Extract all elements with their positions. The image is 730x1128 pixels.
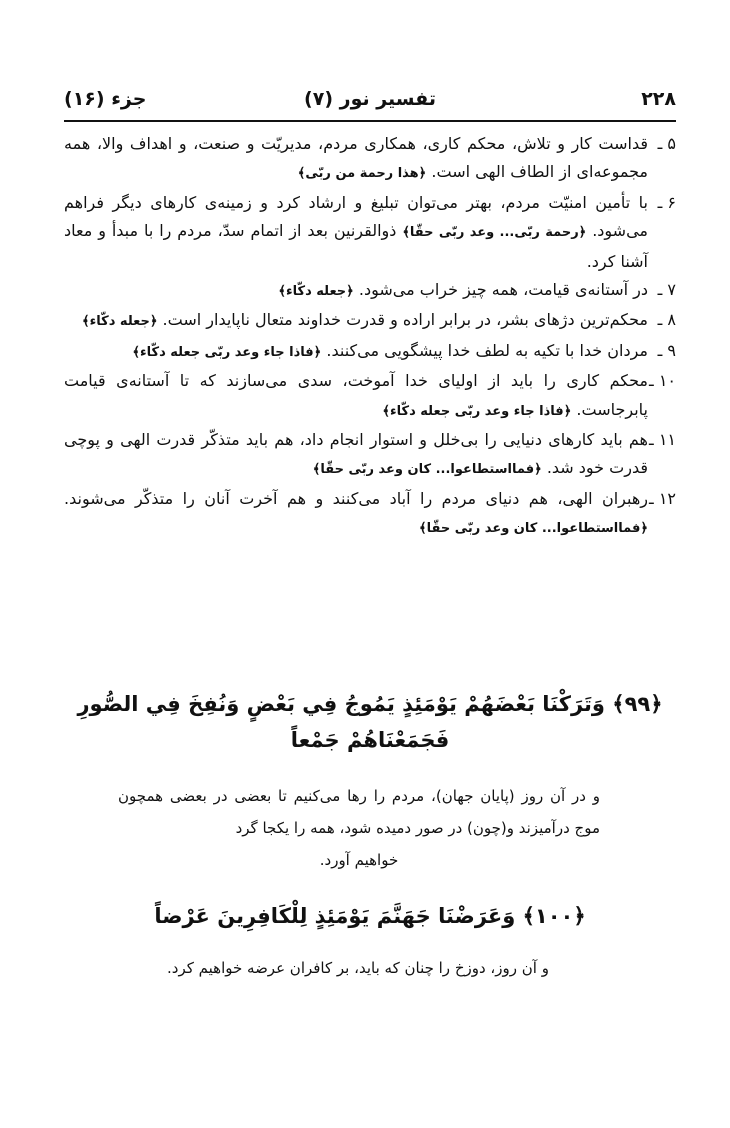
quran-quote: ﴿جعله دکّاء﴾: [82, 314, 158, 330]
page-number: ۲۲۸: [641, 88, 676, 110]
lesson-number: ۶ ـ: [657, 192, 676, 212]
lesson-item: [64, 337, 676, 367]
lesson-item: [64, 426, 676, 485]
lesson-item: [64, 367, 676, 426]
lesson-number: ۵ ـ: [657, 134, 676, 153]
quran-quote: ﴿فاذا جاء وعد ربّی جعله دکّاء﴾: [382, 403, 572, 419]
lesson-item: [64, 130, 676, 189]
juz-label: جزء (۱۶): [64, 88, 147, 110]
running-title: تفسیر نور (۷): [304, 88, 436, 110]
quran-quote: ﴿فمااستطاعوا... کان وعد ربّی حقّا﴾: [419, 521, 648, 537]
translation-text-end: خواهیم آورد.: [319, 851, 399, 869]
lesson-text: با تأمین امنیّت مردم، بهتر می‌توان تبلیغ و ارشاد کرد و زمینه‌ی کارهای دیگر فراهم می‌شود.: [64, 192, 648, 241]
quran-quote: ﴿فمااستطاعوا... کان وعد ربّی حقّا﴾: [312, 462, 542, 478]
lessons-list: [64, 130, 676, 544]
header-rule: [64, 120, 676, 122]
page-header: [64, 88, 676, 118]
lesson-text: مردان خدا با تکیه به لطف خدا پیشگویی می‌کنند.: [326, 340, 648, 360]
lesson-number: ۸ ـ: [657, 310, 676, 330]
lesson-item: [64, 189, 676, 276]
lesson-text-continued: ذوالقرنین بعد از اتمام سدّ، مردم را با مبدأ و معاد آشنا کرد.: [64, 221, 648, 271]
lesson-text: هم باید کارهای دنیایی را بی‌خلل و استوار انجام داد، هم باید متذکّر قدرت الهی و پوچی قدرت خود شد.: [64, 430, 648, 478]
verse-100-translation: و آن روز، دوزخ را چنان که باید، بر کافران عرضه خواهیم کرد.: [167, 959, 549, 977]
lesson-number: ۱۲ ـ: [649, 488, 676, 508]
lesson-number: ۷ ـ: [657, 280, 676, 300]
lesson-item: [64, 306, 676, 336]
lesson-number: ۱۱ ـ: [649, 430, 676, 450]
quran-quote: ﴿جعله دکّاء﴾: [278, 284, 354, 300]
quran-quote: ﴿رحمة ربّی... وعد ربّی حقّا﴾: [402, 225, 587, 241]
quran-quote: ﴿فاذا جاء وعد ربّی جعله دکّاء﴾: [132, 344, 322, 360]
lesson-text: قداست کار و تلاش، محکم کاری، همکاری مردم، مدیریّت و صنعت، و اهداف والا، همه مجموعه‌ای از الطاف الهی است.: [64, 134, 648, 182]
lesson-item: [64, 485, 676, 544]
quran-quote: ﴿هذا رحمة من ربّی﴾: [297, 166, 427, 182]
lesson-item: [64, 276, 676, 306]
lesson-number: ۹ ـ: [657, 340, 676, 360]
translation-text: و در آن روز (پایان جهان)، مردم را رها می‌کنیم تا بعضی در بعضی همچون موج درآمیزند و(چون) در صور دمیده شود، همه را یکجا گرد: [118, 787, 600, 837]
verse-99-translation: [118, 780, 600, 876]
lesson-text: رهبران الهی، هم دنیای مردم را آباد می‌کنند و هم آخرت آنان را متذکّر می‌شوند.: [64, 488, 648, 508]
verse-99-arabic: ﴿۹۹﴾ وَتَرَكْنَا بَعْضَهُمْ يَوْمَئِذٍ يَمُوجُ فِي بَعْضٍ وَنُفِخَ فِي الصُّورِ فَجَمَعْنَاهُمْ جَمْعاً: [77, 692, 663, 752]
lesson-text: در آستانه‌ی قیامت، همه چیز خراب می‌شود.: [358, 280, 648, 300]
lesson-text: محکم کاری را باید از اولیای خدا آموخت، سدی می‌سازند که تا آستانه‌ی قیامت پابرجاست.: [64, 371, 648, 419]
lesson-text: محکم‌ترین دژهای بشر، در برابر اراده و قدرت خداوند متعال ناپایدار است.: [162, 310, 648, 330]
verse-100-arabic: ﴿۱۰۰﴾ وَعَرَضْنَا جَهَنَّمَ يَوْمَئِذٍ لِلْكَافِرِينَ عَرْضاً: [154, 904, 586, 928]
lesson-number: ۱۰ ـ: [649, 371, 676, 391]
